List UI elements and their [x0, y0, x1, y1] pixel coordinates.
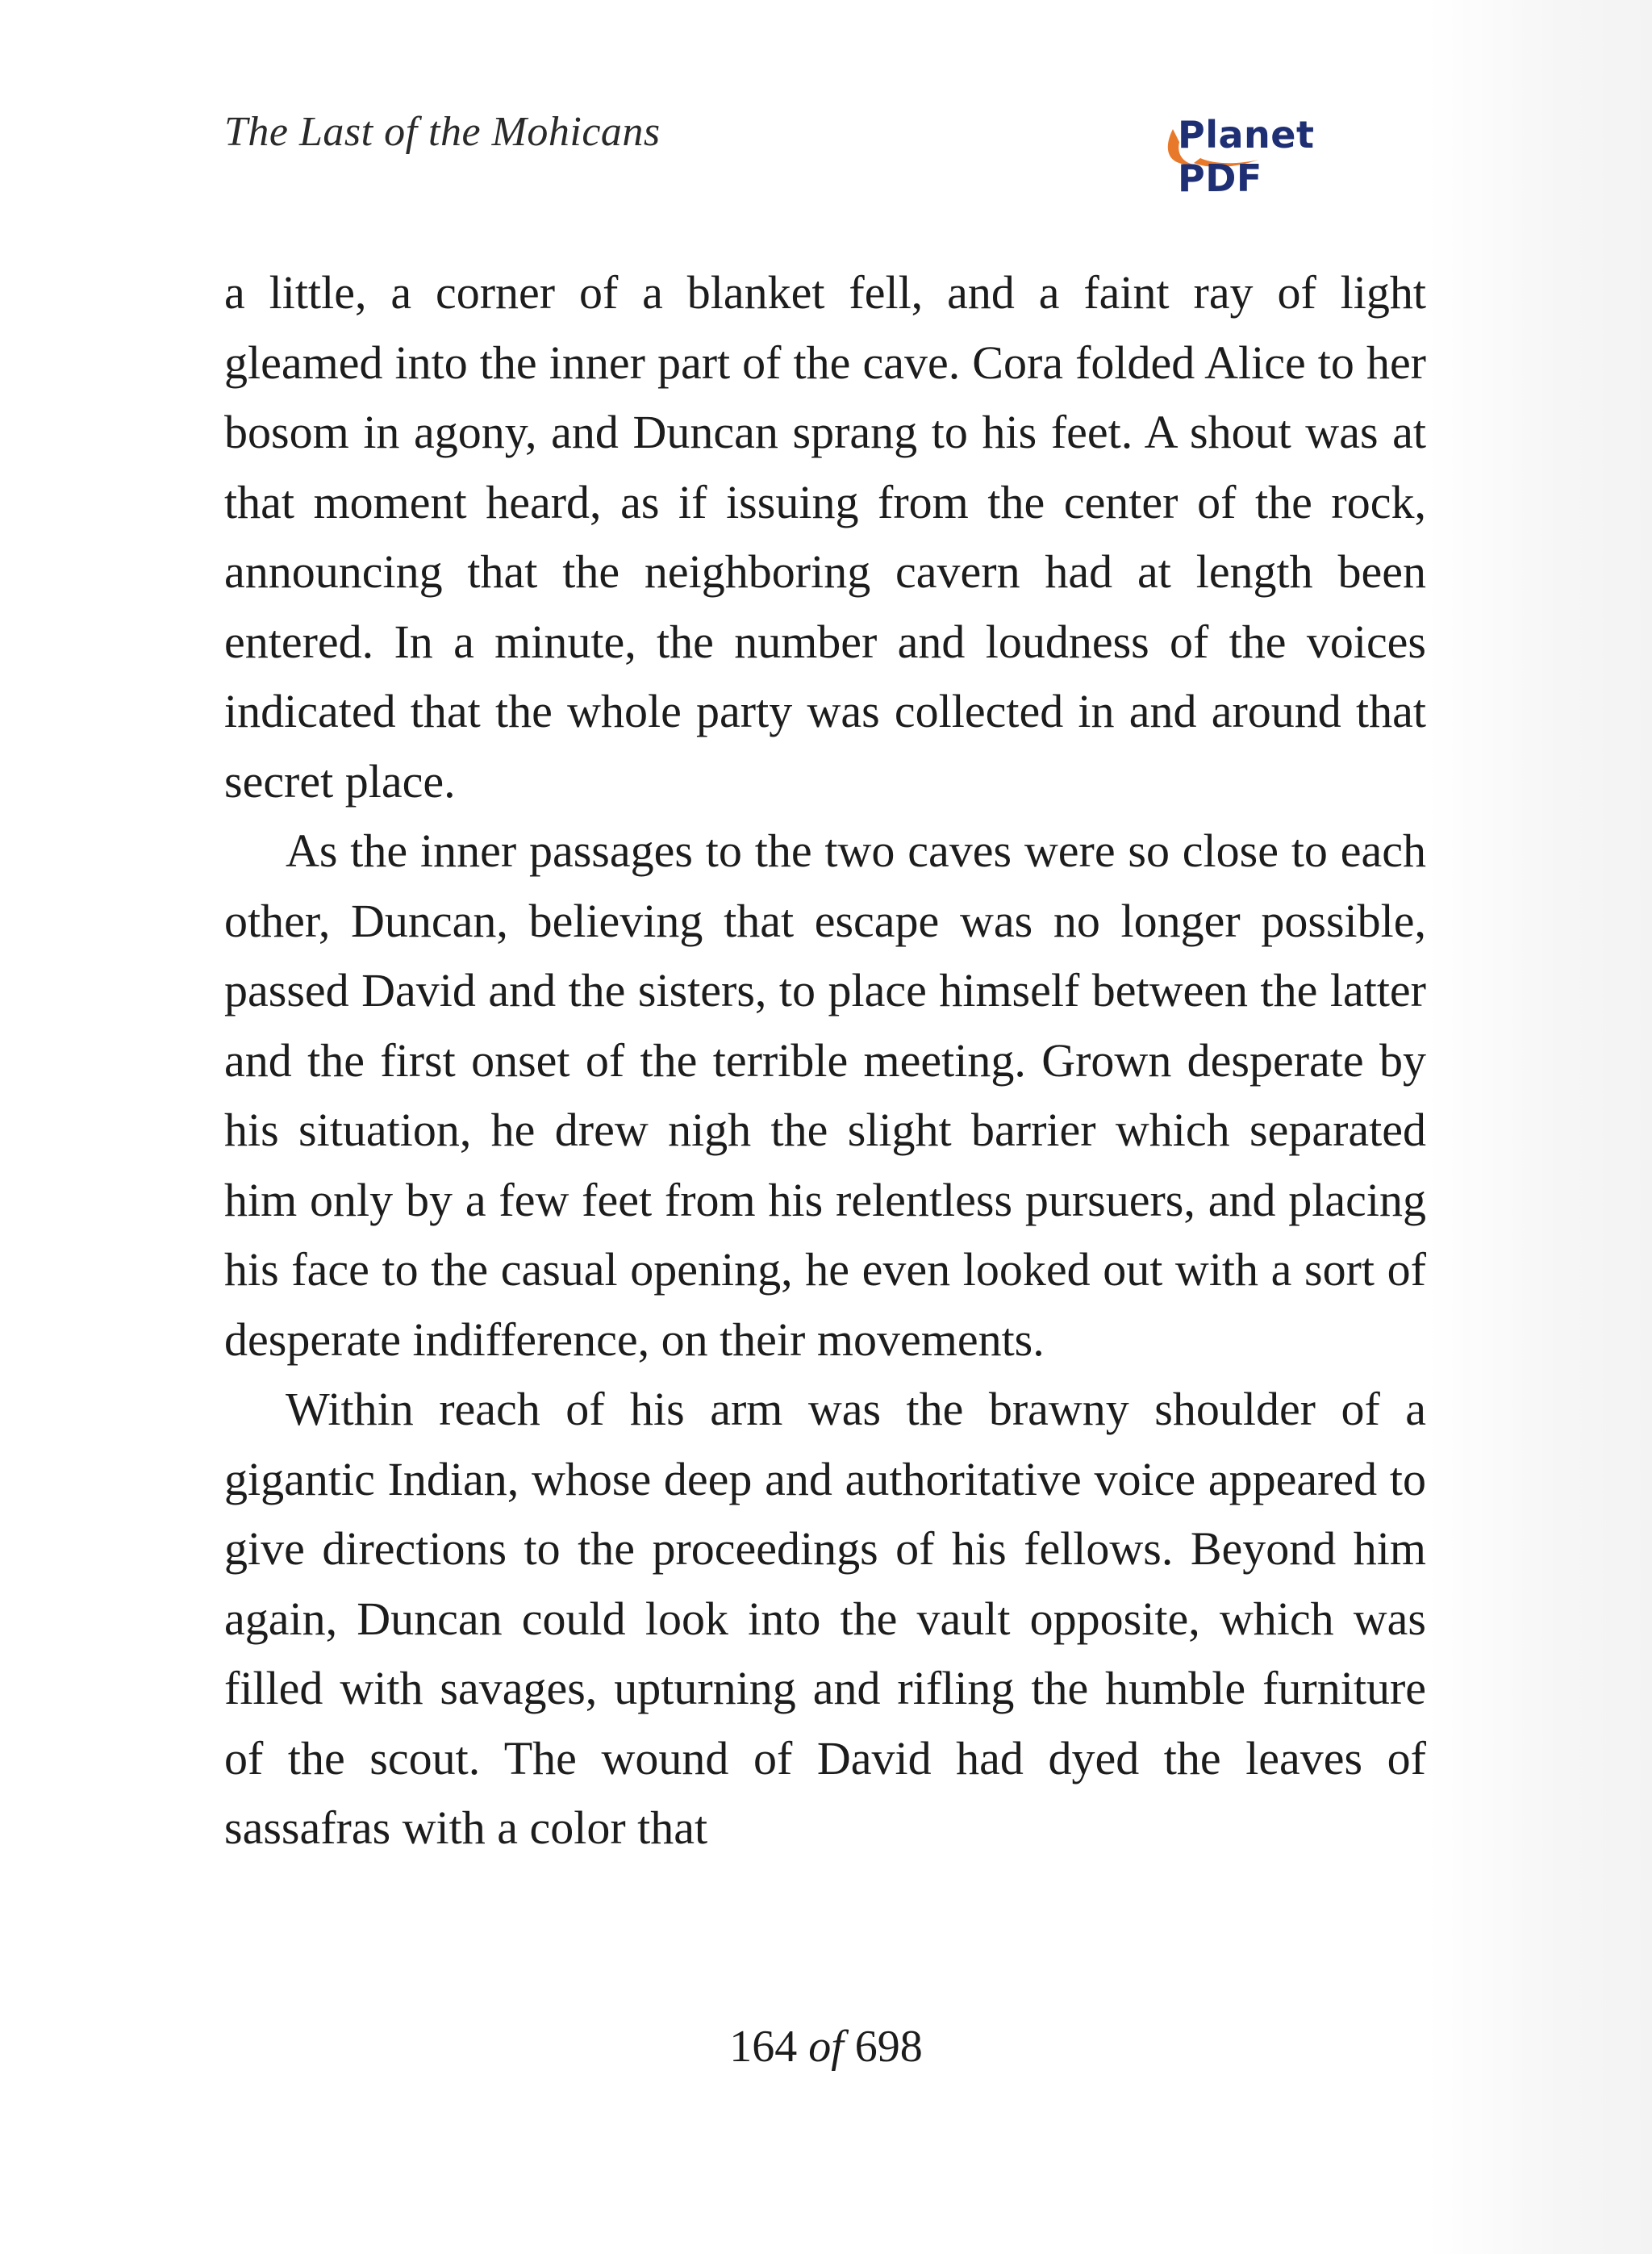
page-header: [224, 97, 1426, 200]
page-edge-shade: [1428, 0, 1652, 2254]
paragraph-3: Within reach of his arm was the brawny shoulder of a gigantic Indian, whose deep and authoritative voice appeared to give directions to the proceedings of his fellows. Beyond him again, Duncan could look into the vault opposite, which was filled with savages, upturning and rifling the humble furniture of the scout. The wound of David had dyed the leaves of sassafras with a color that: [224, 1383, 1426, 1854]
total-pages: 698: [854, 2022, 923, 2072]
paragraph-2: As the inner passages to the two caves were so close to each other, Duncan, believing that escape was no longer possible, passed David and the sisters, to place himself between the latter and the first onset of the terrible meeting. Grown desperate by his situation, he drew nigh the slight barrier which separated him only by a few feet from his relentless pursuers, and placing his face to the casual opening, he even looked out with a sort of desperate indifference, on their movements.: [224, 824, 1426, 1366]
book-title: The Last of the Mohicans: [224, 109, 661, 155]
page-body: [224, 258, 1426, 1864]
logo-text: Planet PDF: [1178, 113, 1315, 200]
page-footer: [0, 2021, 1652, 2072]
planet-pdf-logo[interactable]: [1162, 106, 1412, 200]
paragraph-1: a little, a corner of a blanket fell, and a faint ray of light gleamed into the inner part of the cave. Cora folded Alice to her bosom in agony, and Duncan sprang to his feet. A shout was at that moment heard, as if issuing from the center of the rock, announcing that the neighboring cavern had at length been entered. In a minute, the number and loudness of the voices indicated that the whole party was collected in and around that secret place.: [224, 266, 1426, 808]
page-of-label: of: [808, 2022, 844, 2072]
current-page-number: 164: [729, 2022, 798, 2072]
